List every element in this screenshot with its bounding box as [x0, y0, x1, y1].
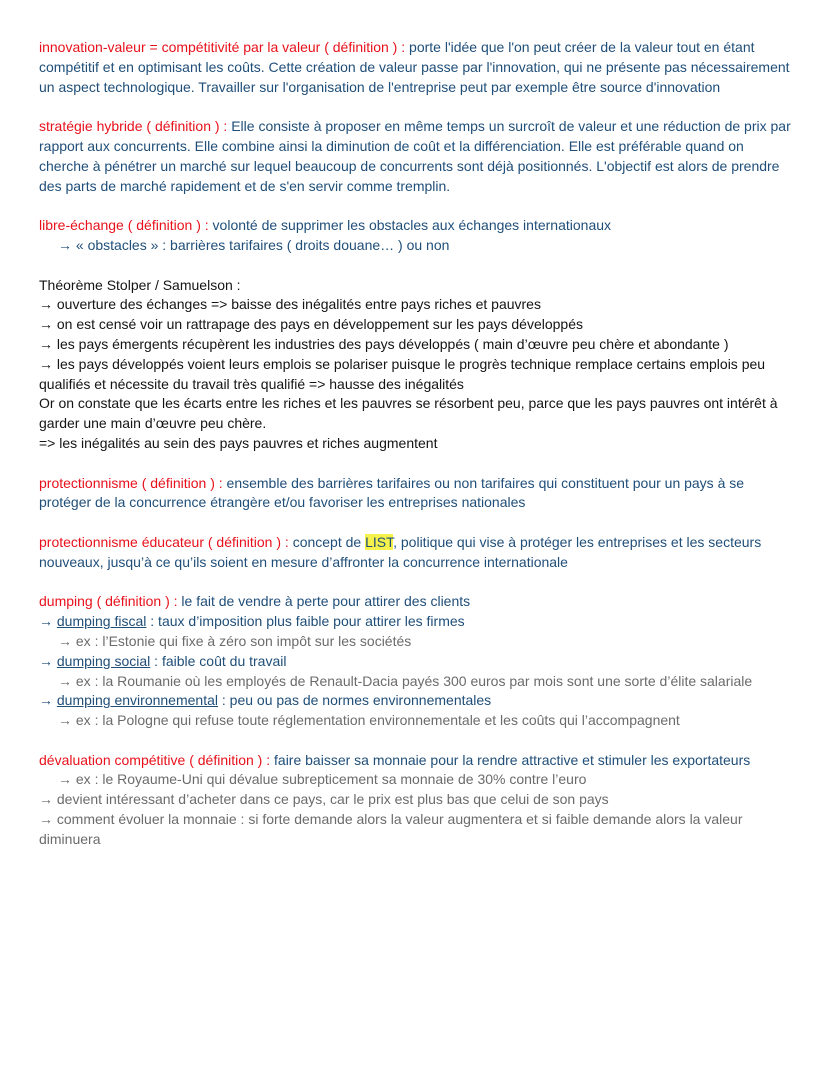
- dumping-fiscal-line: [39, 612, 791, 632]
- text-educateur-after: , politique qui vise à protéger les entreprises et les secteurs nouveaux, jusqu’à ce qu’ils soient en mesure d’affronter la concurrence internationale: [39, 533, 762, 570]
- devaluation-competitive-definition: [39, 751, 791, 771]
- stolper-title: Théorème Stolper / Samuelson :: [39, 276, 241, 293]
- libre-echange-definition: [39, 216, 791, 236]
- term-strategie-hybride: stratégie hybride ( définition ) :: [39, 118, 228, 135]
- term-dumping: dumping ( définition ) :: [39, 593, 178, 610]
- text-dumping: le fait de vendre à perte pour attirer des clients: [177, 593, 471, 610]
- document-page: [39, 38, 791, 850]
- dumping-social-label: dumping social: [56, 652, 151, 669]
- term-protectionnisme: protectionnisme ( définition ) :: [39, 474, 223, 491]
- term-devaluation-competitive: dévaluation compétitive ( définition ) :: [39, 751, 271, 768]
- text-devaluation-competitive: faire baisser sa monnaie pour la rendre attractive et stimuler les exportateurs: [270, 751, 751, 768]
- stolper-point: → ouverture des échanges => baisse des inégalités entre pays riches et pauvres: [39, 296, 541, 313]
- stolper-result: => les inégalités au sein des pays pauvres et riches augmentent: [39, 434, 438, 451]
- highlighted-list: LIST: [365, 533, 394, 550]
- text-innovation-valeur: porte l'idée que l'on peut créer de la valeur tout en étant compétitif et en optimisant les coûts. Cette création de valeur passe par l'innovation, qui ne présente pas nécessairement un aspect technologique. Travailler sur l'organisation de l'entreprise peut par exemple être source d'innovation: [39, 39, 790, 95]
- dumping-environnemental-label: dumping environnemental: [56, 692, 218, 709]
- protectionnisme-definition: [39, 474, 791, 514]
- arrow: →: [39, 692, 57, 709]
- text-libre-echange: volonté de supprimer les obstacles aux échanges internationaux: [208, 217, 612, 234]
- arrow: →: [39, 613, 57, 630]
- dumping-fiscal-label: dumping fiscal: [56, 613, 147, 630]
- dumping-definition: [39, 592, 791, 612]
- devaluation-point: → devient intéressant d’acheter dans ce pays, car le prix est plus bas que celui de son pays: [39, 791, 609, 808]
- dumping-social-text: : faible coût du travail: [150, 652, 287, 669]
- term-innovation-valeur: innovation-valeur = compétitivité par la valeur ( définition ) :: [39, 39, 406, 55]
- dumping-environnemental-text: : peu ou pas de normes environnementales: [218, 692, 492, 709]
- stolper-conclusion: Or on constate que les écarts entre les riches et les pauvres se résorbent peu, parce que les pays pauvres ont intérêt à garder une main d’œuvre peu chère.: [39, 395, 778, 432]
- dumping-fiscal-example: → ex : l’Estonie qui fixe à zéro son impôt sur les sociétés: [58, 632, 412, 649]
- libre-echange-note: → « obstacles » : barrières tarifaires ( droits douane… ) ou non: [58, 236, 450, 253]
- stolper-point: → on est censé voir un rattrapage des pays en développement sur les pays développés: [39, 316, 583, 333]
- text-protectionnisme: ensemble des barrières tarifaires ou non tarifaires qui constituent pour un pays à se protéger de la concurrence étrangère et/ou favoriser les entreprises nationales: [39, 474, 745, 511]
- innovation-valeur-definition: [39, 38, 791, 97]
- devaluation-point: → comment évoluer la monnaie : si forte demande alors la valeur augmentera et si faible demande alors la valeur diminuera: [39, 811, 743, 847]
- text-strategie-hybride: Elle consiste à proposer en même temps un surcroît de valeur et une réduction de prix par rapport aux concurrents. Elle combine ainsi la diminution de coût et la différenciation. Elle est préférable quand on cherche à pénétrer un marché sur lequel beaucoup de concurrents sont déjà positionnés. L'objectif est alors de prendre des parts de marché rapidement et de s'en servir comme tremplin.: [39, 118, 791, 194]
- dumping-social-example: → ex : la Roumanie où les employés de Renault-Dacia payés 300 euros par mois sont une sorte d’élite salariale: [58, 672, 753, 689]
- devaluation-example: → ex : le Royaume-Uni qui dévalue subrepticement sa monnaie de 30% contre l’euro: [58, 771, 587, 788]
- dumping-social-line: [39, 652, 791, 672]
- term-libre-echange: libre-échange ( définition ) :: [39, 217, 209, 234]
- text-educateur-before: concept de: [288, 533, 366, 550]
- dumping-fiscal-text: : taux d’imposition plus faible pour attirer les firmes: [146, 613, 465, 630]
- stolper-point: → les pays émergents récupèrent les industries des pays développés ( main d’œuvre peu chère et abondante ): [39, 335, 729, 352]
- dumping-environnemental-line: [39, 691, 791, 711]
- strategie-hybride-definition: [39, 117, 791, 196]
- term-protectionnisme-educateur: protectionnisme éducateur ( définition ) :: [39, 533, 289, 550]
- stolper-point: → les pays développés voient leurs emplois se polariser puisque le progrès technique remplace certains emplois peu qualifiés et nécessite du travail très qualifié => hausse des inégalités: [39, 355, 766, 392]
- protectionnisme-educateur-definition: [39, 533, 791, 573]
- arrow: →: [39, 652, 57, 669]
- dumping-environnemental-example: → ex : la Pologne qui refuse toute réglementation environnementale et les coûts qui l’accompagnent: [58, 712, 680, 729]
